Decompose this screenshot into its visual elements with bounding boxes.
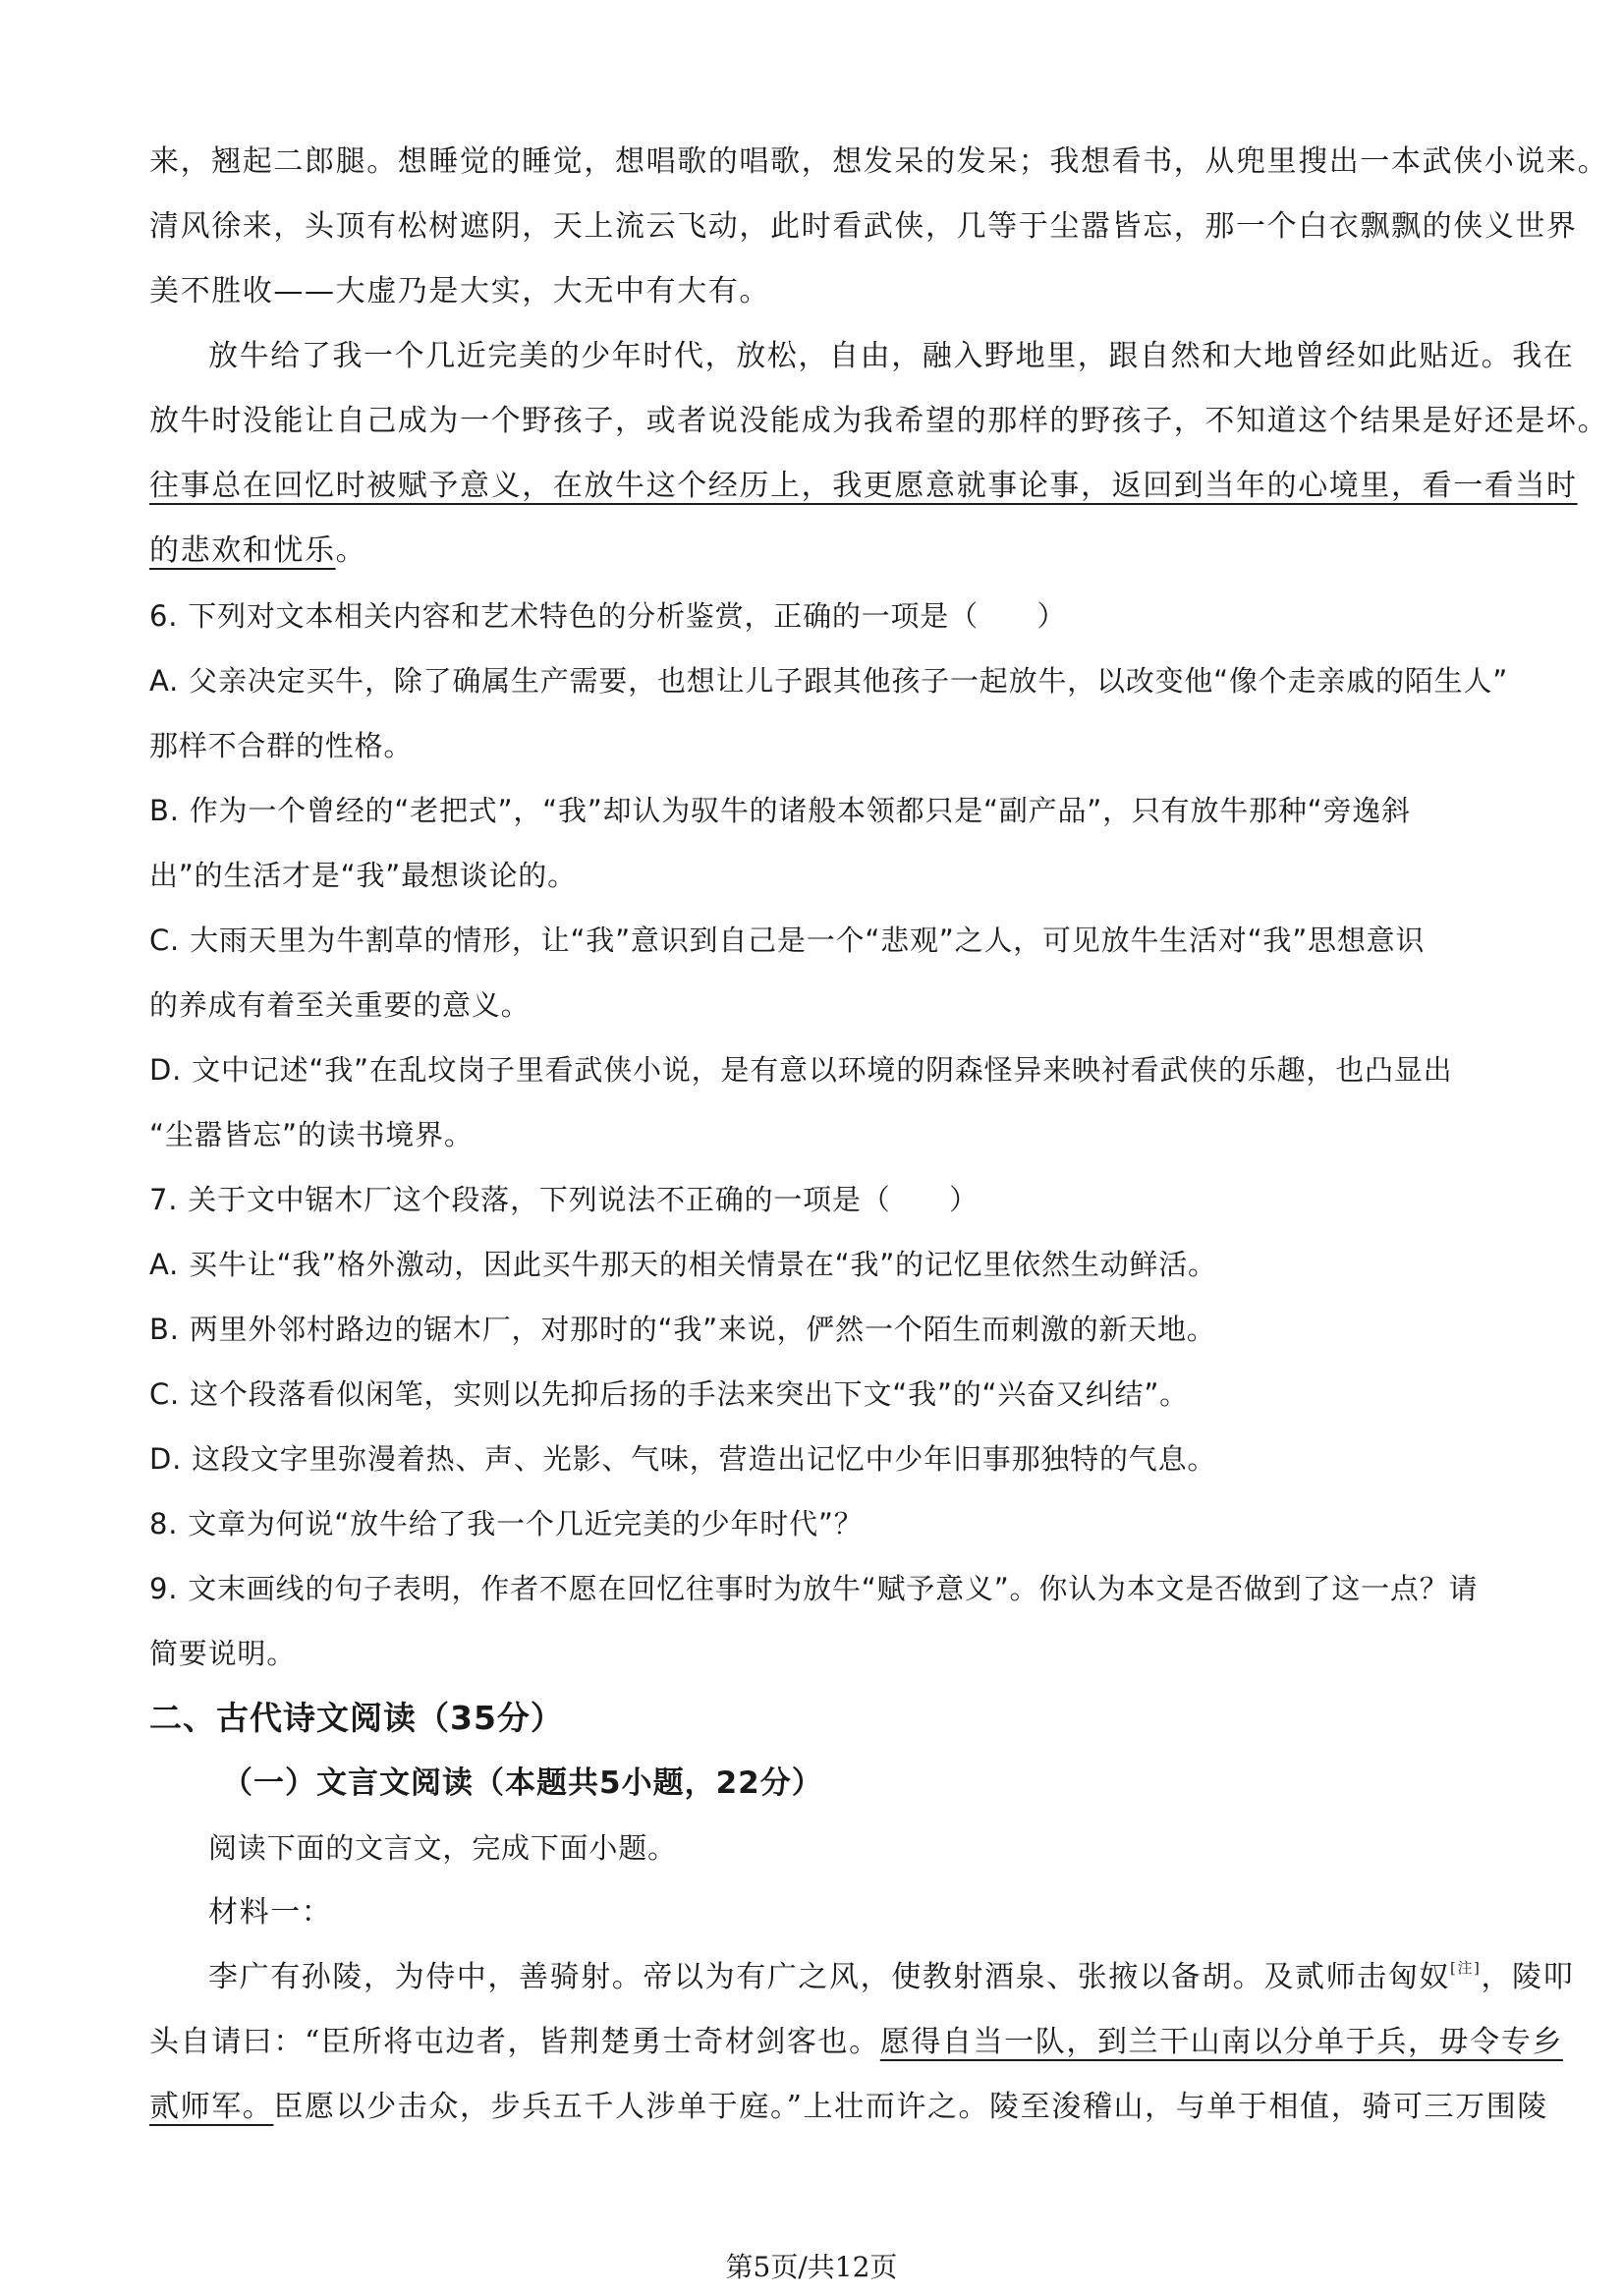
underlined-sentence: 贰师军。 bbox=[149, 2090, 274, 2124]
question-6-stem: 6. 下列对文本相关内容和艺术特色的分析鉴赏，正确的一项是（ ） bbox=[149, 599, 1067, 633]
question-9-cont: 简要说明。 bbox=[149, 1637, 297, 1670]
option-6b-cont: 出”的生活才是“我”最想谈论的。 bbox=[149, 859, 577, 892]
classical-text: 臣愿以少击众，步兵五千人涉单于庭。”上壮而许之。陵至浚稽山，与单于相值，骑可三万围陵 bbox=[273, 2090, 1548, 2124]
question-8: 8. 文章为何说“放牛给了我一个几近完美的少年时代”？ bbox=[149, 1507, 864, 1540]
sentence-end-mark: 。 bbox=[335, 533, 367, 568]
option-6a: A. 父亲决定买牛，除了确属生产需要，也想让儿子跟其他孩子一起放牛，以改变他“像个走亲戚的陌生人” bbox=[149, 664, 1509, 698]
underlined-sentence-line bbox=[149, 454, 1578, 519]
classical-text-line bbox=[149, 2075, 1548, 2140]
option-6d-cont: “尘嚣皆忘”的读书境界。 bbox=[149, 1118, 474, 1151]
option-6b: B. 作为一个曾经的“老把式”，“我”却认为驭牛的诸般本领都只是“副产品”，只有放牛那种“旁逸斜 bbox=[149, 794, 1411, 827]
paragraph-line: 美不胜收——大虚乃是大实，大无中有大有。 bbox=[149, 274, 770, 308]
option-7a: A. 买牛让“我”格外激动，因此买牛那天的相关情景在“我”的记忆里依然生动鲜活。 bbox=[149, 1248, 1217, 1281]
option-6c: C. 大雨天里为牛割草的情形，让“我”意识到自己是一个“悲观”之人，可见放牛生活对“我”思想意识 bbox=[149, 924, 1426, 957]
underlined-sentence: 的悲欢和忧乐 bbox=[149, 533, 336, 568]
paragraph-line: 放牛时没能让自己成为一个野孩子，或者说没能成为我希望的那样的野孩子，不知道这个结果是好还是坏。 bbox=[149, 404, 1609, 438]
option-7c: C. 这个段落看似闲笔，实则以先抑后扬的手法来突出下文“我”的“兴奋又纠结”。 bbox=[149, 1377, 1189, 1411]
page-content bbox=[149, 130, 1609, 2140]
question-7-stem: 7. 关于文中锯木厂这个段落，下列说法不正确的一项是（ ） bbox=[149, 1183, 979, 1216]
subsection-heading: （一）文言文阅读（本题共5小题，22分） bbox=[222, 1765, 823, 1801]
paragraph-line: 清风徐来，头顶有松树遮阴，天上流云飞动，此时看武侠，几等于尘嚣皆忘，那一个白衣飘飘的侠义世界 bbox=[149, 209, 1578, 244]
instruction-text: 阅读下面的文言文，完成下面小题。 bbox=[208, 1831, 677, 1865]
underlined-sentence: 愿得自当一队，到兰干山南以分单于兵，毋令专乡 bbox=[879, 2025, 1563, 2059]
paragraph-line: 放牛给了我一个几近完美的少年时代，放松，自由，融入野地里，跟自然和大地曾经如此贴近。我在 bbox=[208, 339, 1575, 373]
option-7b: B. 两里外邻村路边的锯木厂，对那时的“我”来说，俨然一个陌生而刺激的新天地。 bbox=[149, 1313, 1216, 1346]
material-label: 材料一： bbox=[208, 1895, 333, 1930]
option-7d: D. 这段文字里弥漫着热、声、光影、气味，营造出记忆中少年旧事那独特的气息。 bbox=[149, 1442, 1217, 1476]
classical-text: 李广有孙陵，为侍中，善骑射。帝以为有广之风，使教射酒泉、张掖以备胡。及贰师击匈奴 bbox=[208, 1960, 1450, 1994]
footnote-marker: [注] bbox=[1450, 1959, 1482, 1977]
underlined-sentence-line bbox=[149, 519, 1485, 584]
question-9: 9. 文末画线的句子表明，作者不愿在回忆往事时为放牛“赋予意义”。你认为本文是否做到了这一点？请 bbox=[149, 1572, 1479, 1605]
classical-text-line bbox=[149, 1945, 1575, 2010]
option-6c-cont: 的养成有着至关重要的意义。 bbox=[149, 988, 531, 1022]
classical-text-line bbox=[149, 2010, 1563, 2075]
classical-text: 头自请曰：“臣所将屯边者，皆荆楚勇士奇材剑客也。 bbox=[149, 2025, 880, 2059]
paragraph-line: 来，翘起二郎腿。想睡觉的睡觉，想唱歌的唱歌，想发呆的发呆；我想看书，从兜里搜出一本武侠小说来。 bbox=[149, 144, 1609, 179]
underlined-sentence: 往事总在回忆时被赋予意义，在放牛这个经历上，我更愿意就事论事，返回到当年的心境里，看一看当时 bbox=[149, 469, 1578, 503]
option-6a-cont: 那样不合群的性格。 bbox=[149, 729, 414, 762]
page-footer: 第5页/共12页 bbox=[725, 2251, 898, 2283]
option-6d: D. 文中记述“我”在乱坟岗子里看武侠小说，是有意以环境的阴森怪异来映衬看武侠的乐趣，也凸显出 bbox=[149, 1053, 1453, 1087]
section-heading: 二、古代诗文阅读（35分） bbox=[149, 1699, 564, 1737]
classical-text: ，陵叩 bbox=[1481, 1960, 1575, 1994]
